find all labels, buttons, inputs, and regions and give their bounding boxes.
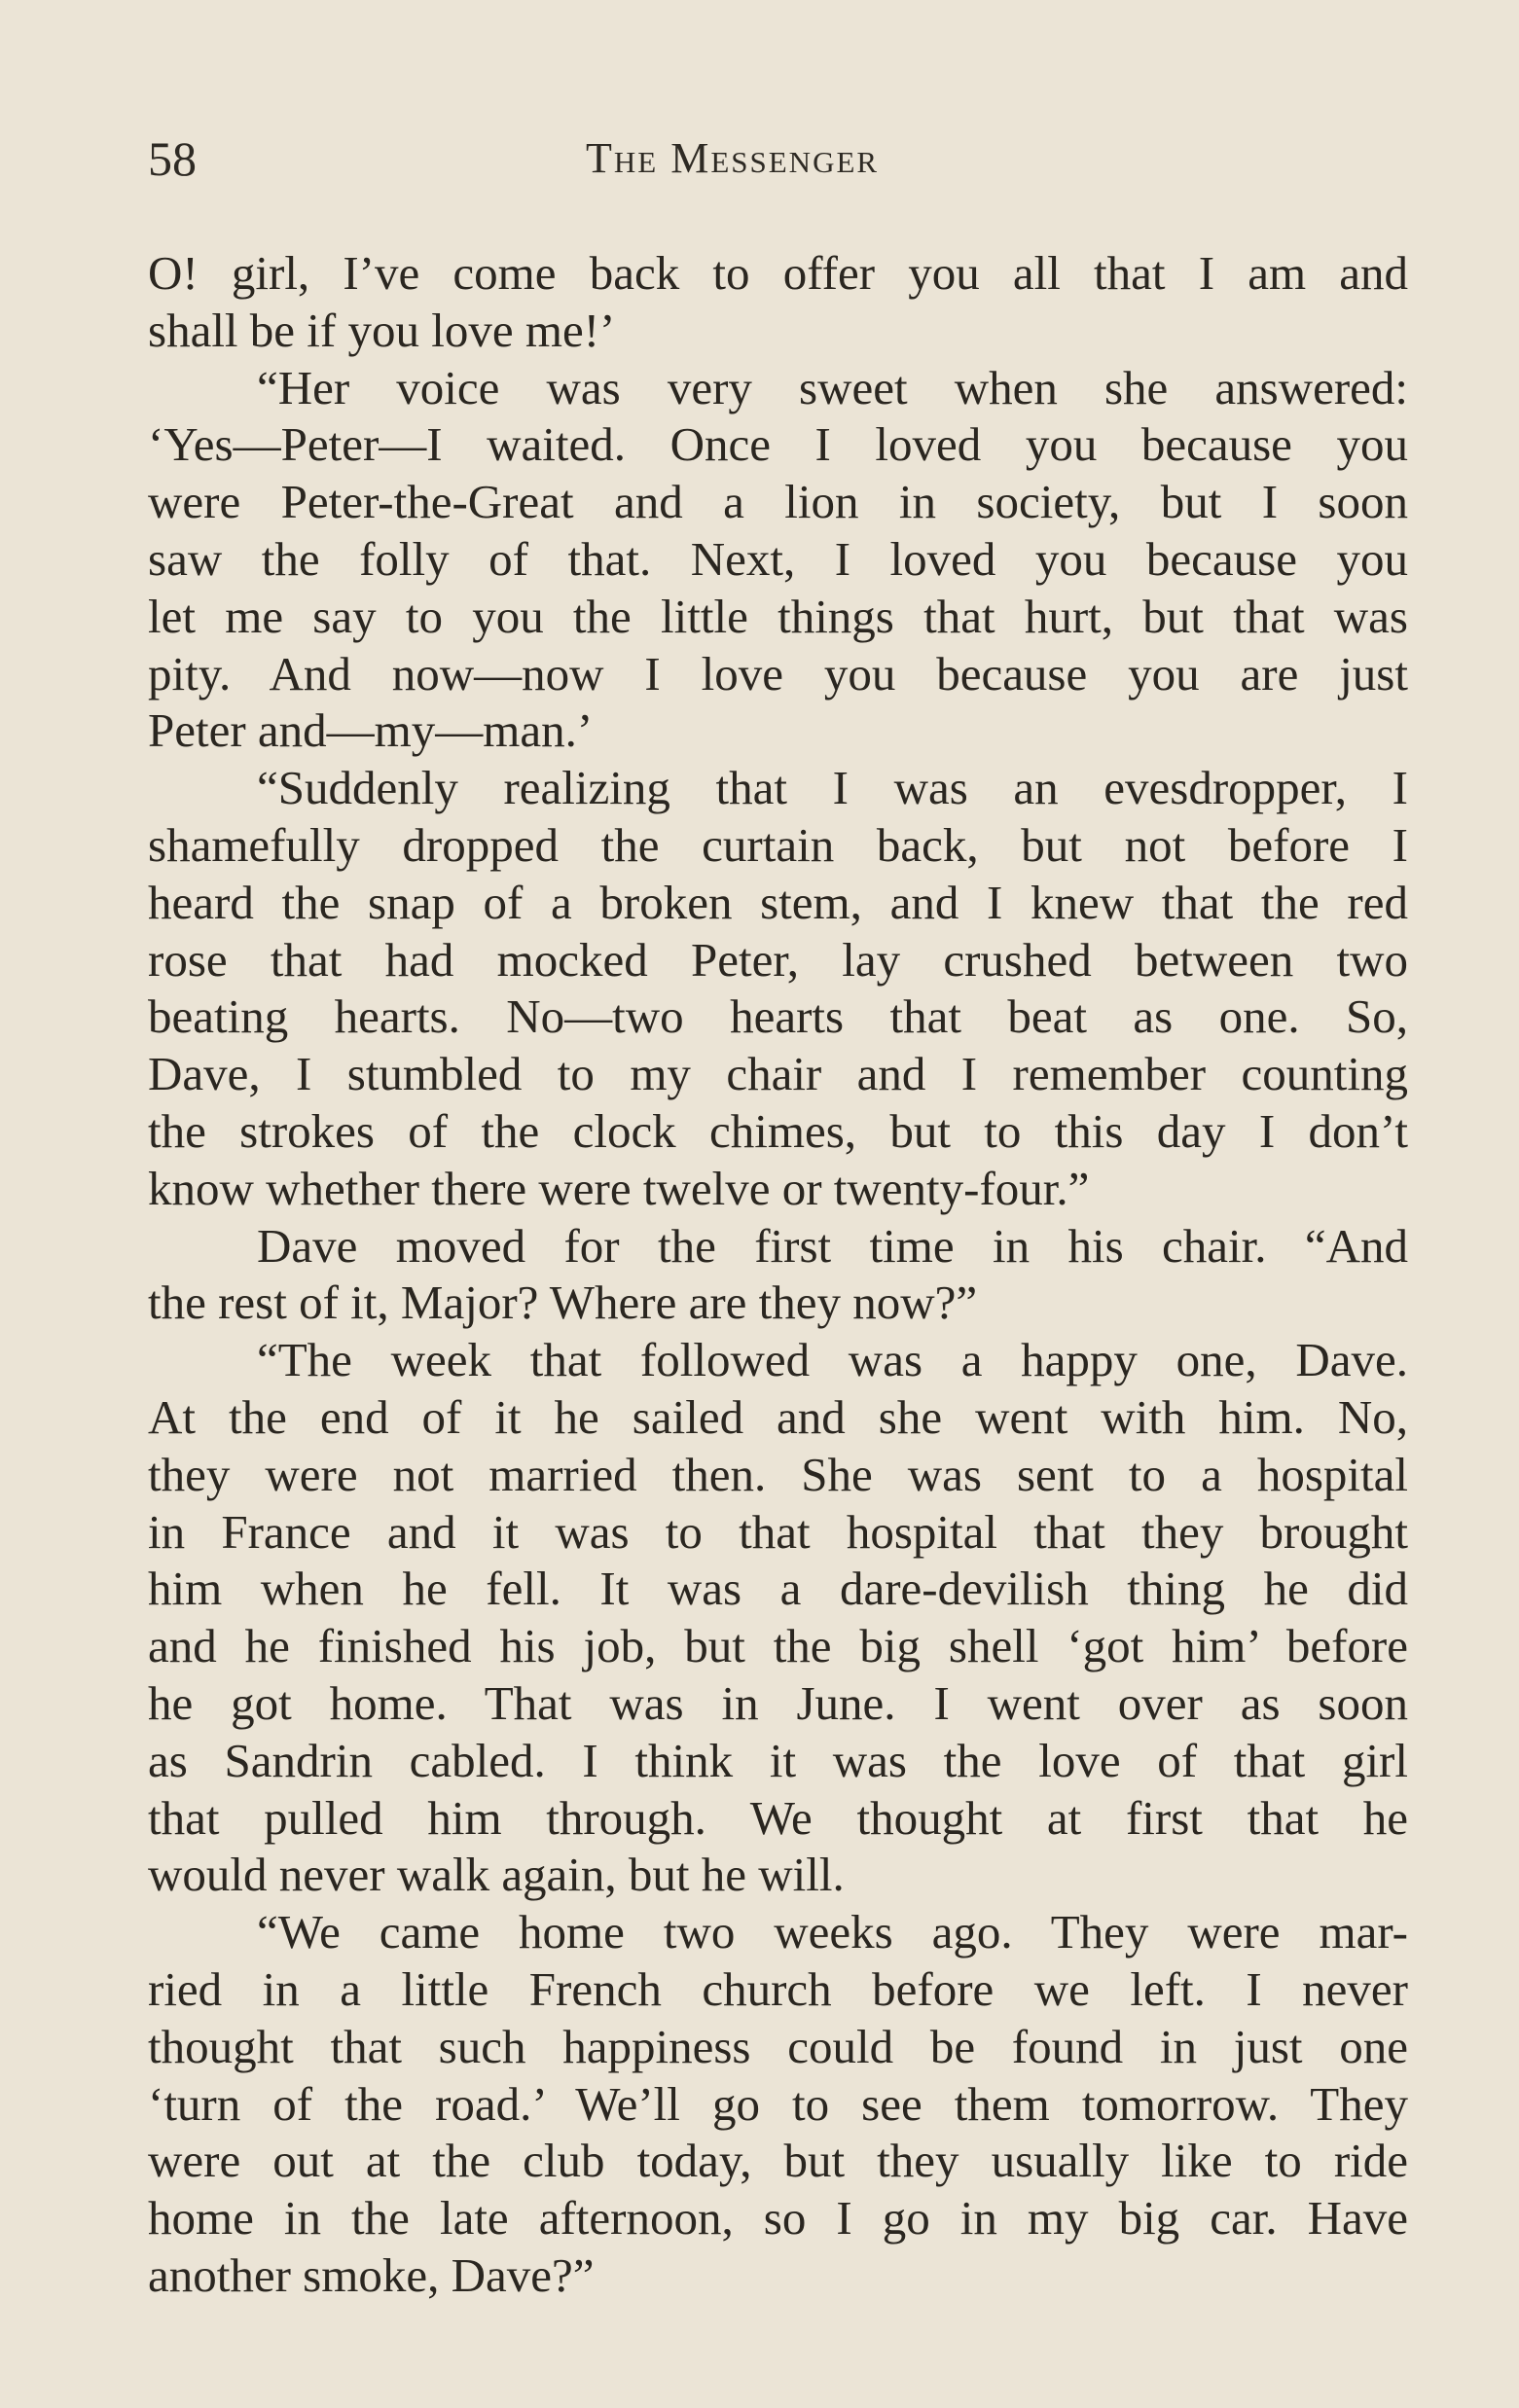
text-line: At the end of it he sailed and she went with him. No,	[148, 1389, 1408, 1444]
text-line: shamefully dropped the curtain back, but not before I	[148, 817, 1408, 872]
text-line: “Suddenly realizing that I was an evesdropper, I	[257, 761, 1408, 815]
text-line: were out at the club today, but they usually like to ride	[148, 2134, 1408, 2188]
page-number: 58	[148, 131, 197, 186]
text-line: “Her voice was very sweet when she answered:	[257, 360, 1408, 414]
text-line: him when he fell. It was a dare-devilish thing he did	[148, 1562, 1408, 1616]
text-line: “The week that followed was a happy one, Dave.	[257, 1333, 1408, 1387]
paragraph	[148, 245, 1408, 360]
text-line: they were not married then. She was sent to a hospital	[148, 1447, 1408, 1501]
text-line: in France and it was to that hospital that they brought	[148, 1504, 1408, 1559]
text-line: “We came home two weeks ago. They were mar-	[257, 1905, 1408, 1959]
text-line: O! girl, I’ve come back to offer you all that I am and	[148, 246, 1408, 300]
text-line: Dave, I stumbled to my chair and I remember counting	[148, 1047, 1408, 1101]
paragraph	[148, 1332, 1408, 1904]
text-line: pity. And now—now I love you because you are just	[148, 646, 1408, 701]
text-line: were Peter-the-Great and a lion in society, but I soon	[148, 475, 1408, 529]
text-line: the rest of it, Major? Where are they now?”	[148, 1276, 978, 1330]
paragraph	[148, 1218, 1408, 1333]
text-line: another smoke, Dave?”	[148, 2247, 595, 2302]
text-line: would never walk again, but he will.	[148, 1848, 845, 1902]
paragraph	[148, 760, 1408, 1217]
text-line: saw the folly of that. Next, I loved you because you	[148, 531, 1408, 586]
text-line: ried in a little French church before we left. I never	[148, 1961, 1408, 2016]
text-line: Dave moved for the first time in his chair. “And	[257, 1218, 1408, 1273]
text-line: Peter and—my—man.’	[148, 703, 594, 758]
text-line: rose that had mocked Peter, lay crushed between two	[148, 932, 1408, 987]
text-line: shall be if you love me!’	[148, 303, 616, 357]
text-line: ‘turn of the road.’ We’ll go to see them tomorrow. They	[148, 2076, 1408, 2131]
text-line: heard the snap of a broken stem, and I knew that the red	[148, 875, 1408, 929]
text-line: the strokes of the clock chimes, but to this day I don’t	[148, 1103, 1408, 1158]
running-title: The Messenger	[586, 134, 880, 182]
paragraph	[148, 1904, 1408, 2305]
paragraph	[148, 360, 1408, 761]
text-line: ‘Yes—Peter—I waited. Once I loved you because you	[148, 417, 1408, 472]
text-line: as Sandrin cabled. I think it was the love of that girl	[148, 1733, 1408, 1787]
body-text	[148, 245, 1408, 2305]
text-line: let me say to you the little things that hurt, but that was	[148, 589, 1408, 643]
text-line: thought that such happiness could be found in just one	[148, 2019, 1408, 2073]
running-head	[148, 125, 1409, 193]
text-line: know whether there were twelve or twenty-four.”	[148, 1161, 1090, 1215]
text-line: beating hearts. No—two hearts that beat as one. So,	[148, 989, 1408, 1044]
text-line: and he finished his job, but the big shell ‘got him’ before	[148, 1619, 1408, 1673]
text-line: he got home. That was in June. I went over as soon	[148, 1675, 1408, 1730]
text-line: home in the late afternoon, so I go in my big car. Have	[148, 2191, 1408, 2246]
text-line: that pulled him through. We thought at first that he	[148, 1790, 1408, 1845]
